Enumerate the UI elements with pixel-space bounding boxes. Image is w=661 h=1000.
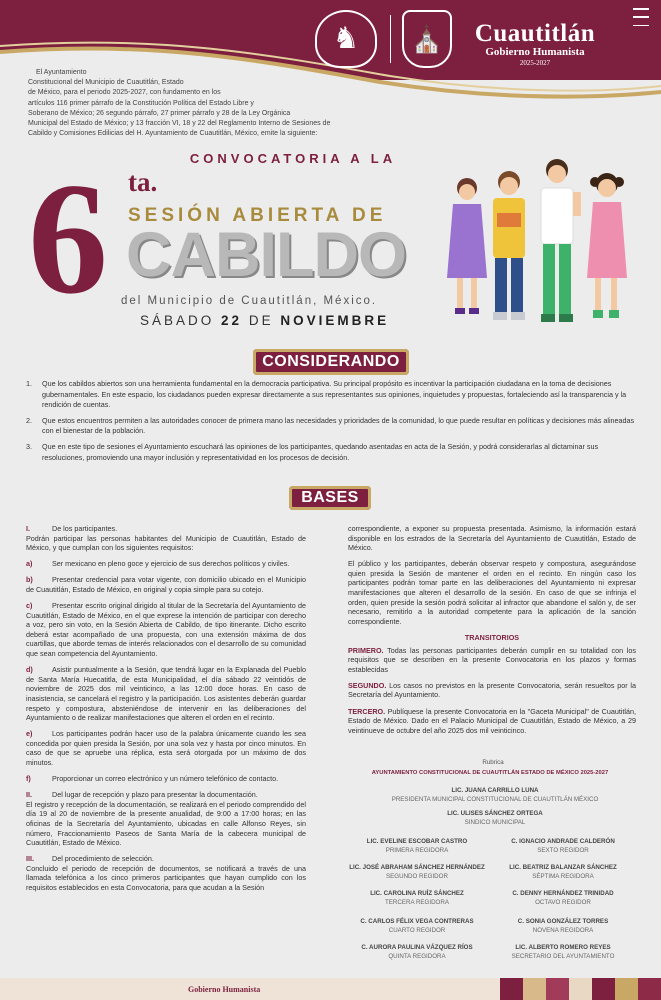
signatory-name: LIC. JUANA CARRILLO LUNA	[451, 787, 539, 794]
section-title: Del procedimiento de selección.	[52, 854, 154, 864]
item-text: Presentar escrito original dirigido al titular de la Secretaría del Ayuntamiento de Cuautitlán, Estado de México, en el que exprese la intención de participar con derecho a voz, pero sin voto, en la Sesión Abierta de Cabildo, de tipo itinerante. Dicho escrito deberá estar acompañado de una propuesta, con una extensión máxima de dos cuartillas, que aborde temas de interés relacionados con el desarrollo de su comunidad que sean competencia del Ayuntamiento.	[26, 601, 306, 659]
date-day: 22	[221, 313, 243, 328]
intro-line: Constitucional del Municipio de Cuautitlán, Estado	[28, 79, 184, 87]
signatory-name: LIC. CAROLINA RUÍZ SÁNCHEZ	[370, 890, 464, 897]
convocatoria-heading: CONVOCATORIA A LA	[189, 151, 397, 166]
section-iii-heading	[26, 854, 306, 864]
item-label: a)	[26, 559, 33, 569]
transitorio-label: SEGUNDO.	[348, 680, 387, 690]
intro-line: Cabildo y Comisiones Edilicias del H. Ayuntamiento de Cuautitlán, México, emite la siguiente:	[28, 130, 318, 138]
signatory-name: C. SONIA GONZÁLEZ TORRES	[517, 918, 609, 925]
transitorio-text: Todas las personas participantes deberán cumplir en su totalidad con los requisitos que se describen en la presente Convocatoria en los plazos y formas establecidas	[348, 645, 636, 674]
list-item	[26, 379, 636, 411]
signatory-name: LIC. ALBERTO ROMERO REYES	[515, 944, 611, 951]
footer-bar	[0, 978, 661, 1000]
intro-line: de México, para el periodo 2025-2027, con fundamento en los	[28, 89, 221, 97]
signature-block	[342, 890, 492, 907]
transitorio-text: Publíquese la presente Convocatoria en la "Gaceta Municipal" de Cuautitlán, Estado de México. Dado en el Palacio Municipal de Cuautitlán, Estado de México, a 29 veintinueve de octubre del año 2025 dos mil veinticinco.	[348, 706, 636, 735]
section-i-heading	[26, 524, 306, 534]
signatory-name: LIC. ULISES SÁNCHEZ ORTEGA	[447, 810, 543, 817]
list-item	[26, 416, 636, 437]
signature-block	[370, 787, 620, 804]
cabildo-title: CABILDO	[126, 220, 406, 290]
item-text: Que los cabildos abiertos son una herramienta fundamental en la democracia participativa. Su principal propósito es incentivar la participación ciudadana en la toma de decisiones gubernamentales. En este espacio, los ciudadanos pueden expresar directamente a sus representantes sus opiniones, inquietudes y propuestas, fortaleciendo así la transparencia y la rendición de cuentas.	[42, 379, 627, 410]
signatory-name: C. DENNY HERNÁNDEZ TRINIDAD	[512, 890, 614, 897]
signature-block	[488, 864, 638, 881]
signatory-role: TERCERA REGIDORA	[385, 898, 449, 906]
child-green	[541, 159, 581, 322]
signatory-role: CUARTO REGIDOR	[388, 926, 446, 934]
item-text: Que estos encuentros permiten a las autoridades conocer de primera mano las necesidades y prioridades de la comunidad, lo que puede resultar en políticas y decisiones más alineadas con el bienestar de la población.	[42, 415, 635, 436]
date-de: DE	[242, 313, 281, 328]
signature-block	[342, 944, 492, 961]
brand-subtitle: Gobierno Humanista	[485, 46, 585, 58]
signature-block	[488, 890, 638, 907]
child-purple	[447, 178, 487, 314]
section-ii-heading	[26, 790, 306, 800]
intro-line: Soberano de México; 26 segundo párrafo, 27 primer párrafo y 28 de la Ley Orgánica	[28, 109, 291, 117]
municipality-line: del Municipio de Cuautitlán, México.	[121, 295, 378, 307]
children-illustration	[447, 158, 642, 330]
signature-block	[488, 944, 638, 961]
signatory-role: PRIMERA REGIDORA	[385, 846, 449, 854]
item-label: d)	[26, 665, 33, 675]
logo-divider	[390, 15, 391, 63]
signatories-org: AYUNTAMIENTO CONSTITUCIONAL DE CUAUTITLÁN ESTADO DE MÉXICO 2025-2027	[371, 770, 609, 776]
signatory-role: OCTAVO REGIDOR	[535, 898, 591, 906]
signatory-role: SEXTO REGIDOR	[537, 846, 589, 854]
item-label: f)	[26, 774, 31, 784]
signature-block	[488, 918, 638, 935]
signatory-role: SINDICO MUNICIPAL	[464, 818, 526, 826]
intro-line: Municipal del Estado de México; y 13 fracción VI, 18 y 22 del Reglamento Interno de Sesiones de	[28, 120, 331, 128]
signatory-role: SECRETARIO DEL AYUNTAMIENTO	[511, 952, 615, 960]
section-label: II.	[26, 790, 32, 800]
section-iii-text: Concluido el periodo de recepción de documentos, se notificará a través de una llamada telefónica a los cinco primeros participantes que hayan cumplido con los requisitos establecidos en esta Convocatoria, para que acudan a la Sesión	[26, 863, 306, 892]
transitorio-text: Los casos no previstos en la presente Convocatoria, serán resueltos por la Secretaría del Ayuntamiento.	[348, 680, 636, 700]
signatory-role: PRESIDENTA MUNICIPAL CONSTITUCIONAL DE CUAUTITLÁN MÉXICO	[391, 795, 599, 803]
section-title: De los participantes.	[52, 524, 118, 533]
coat-of-arms-icon: ♞	[315, 10, 377, 68]
item-text: Proporcionar un correo electrónico y un número telefónico de contacto.	[52, 774, 279, 784]
item-number: 1.	[26, 379, 32, 388]
requirement-a	[26, 559, 306, 569]
item-label: e)	[26, 729, 33, 739]
session-type: SESIÓN ABIERTA DE	[128, 205, 387, 226]
section-label: I.	[26, 524, 30, 533]
signatory-name: C. IGNACIO ANDRADE CALDERÓN	[511, 838, 615, 845]
session-number-suffix: ta.	[128, 167, 158, 197]
requirement-b	[26, 575, 306, 594]
brand-block	[460, 20, 610, 67]
item-text: Que en este tipo de sesiones el Ayuntamiento escuchará las opiniones de los participantes, quedando asentadas en acta de la Sesión, y podrá considerarlas al dictaminar sus resoluciones, promoviendo una mayor inclusión y representatividad en los procesos de decisión.	[42, 441, 599, 462]
brand-name: Cuautitlán	[474, 20, 596, 47]
transitorios-heading: TRANSITORIOS	[464, 632, 520, 642]
transitorio-label: TERCERO.	[348, 706, 386, 716]
requirement-c	[26, 601, 306, 659]
signatory-role: SÉPTIMA REGIDORA	[532, 872, 594, 880]
event-date	[140, 313, 389, 328]
item-label: b)	[26, 575, 33, 585]
footer-label: Gobierno Humanista	[188, 985, 261, 994]
requirement-d	[26, 665, 306, 723]
transitorio-primero	[348, 646, 636, 675]
bases-left-column	[26, 524, 306, 893]
section-i-text: Podrán participar las personas habitantes del Municipio de Cuautitlán, Estado de México, y que cumplan con los siguientes requisitos:	[26, 533, 306, 553]
bases-right-column	[348, 524, 636, 742]
requirement-e	[26, 729, 306, 767]
section-ii-text: El registro y recepción de la documentación, se realizará en el periodo comprendido del día 19 al 20 de noviembre de la presente anualidad, de 9:00 a 17:00 horas; en las oficinas de la Secretaría del Ayuntamiento, ubicadas en calle Alfonso Reyes, sin número, Fraccionamiento Paseos de Santa María de la cabecera municipal de Cuautitlán, Estado de México.	[26, 799, 306, 848]
signature-block	[488, 838, 638, 855]
footer-pattern	[500, 978, 661, 1000]
brand-years: 2025-2027	[519, 59, 551, 67]
signature-block	[342, 918, 492, 935]
item-number: 3.	[26, 441, 32, 451]
conduct-paragraph: El público y los participantes, deberán observar respeto y compostura, asegurándose quien presida la Sesión de mantener el orden en el recinto. En ningún caso los participantes podrán tomar parte en las deliberaciones del Ayuntamiento ni expresar manifestaciones que alteren el desarrollo de la sesión. En caso de que se infrinja el orden, quien preside la sesión podrá solicitar al infractor que abandone el salón y, de ser necesario, remitirlo a la autoridad competente para la aplicación de la sanción correspondiente.	[348, 559, 636, 626]
considerando-list	[26, 379, 636, 468]
transitorio-label: PRIMERO.	[348, 645, 384, 655]
transitorio-segundo	[348, 681, 636, 700]
child-pink	[587, 173, 627, 318]
signatory-name: C. CARLOS FÉLIX VEGA CONTRERAS	[360, 918, 474, 925]
considerando-heading: CONSIDERANDO	[253, 349, 409, 375]
signature-block	[342, 838, 492, 855]
section-label: III.	[26, 854, 34, 864]
signatory-role: SEGUNDO REGIDOR	[386, 872, 448, 880]
intro-paragraph	[28, 68, 358, 139]
item-text: Presentar credencial para votar vigente, con domicilio ubicado en el Municipio de Cuautitlán, Estado de México, en original y copia simple para su cotejo.	[26, 575, 306, 594]
signatory-name: LIC. BEATRIZ BALANZAR SÁNCHEZ	[509, 864, 617, 871]
signatory-name: C. AURORA PAULINA VÁZQUEZ RÍOS	[361, 944, 473, 951]
list-item	[26, 442, 636, 463]
item-text: Los participantes podrán hacer uso de la palabra únicamente cuando les sea concedida por quien presida la Sesión, por una sola vez y hasta por cinco minutos. En caso de que se apruebe una réplica, esta será otorgada por un máximo de dos minutos.	[26, 729, 306, 767]
child-yellow	[493, 171, 525, 320]
item-number: 2.	[26, 415, 32, 425]
item-text: Ser mexicano en pleno goce y ejercicio de sus derechos políticos y civiles.	[52, 559, 290, 569]
requirement-f	[26, 774, 306, 784]
intro-line: El Ayuntamiento	[36, 69, 87, 76]
signatory-role: QUINTA REGIDORA	[388, 952, 446, 960]
signature-block	[342, 864, 492, 881]
section-title: Del lugar de recepción y plazo para presentar la documentación.	[52, 790, 258, 800]
item-label: c)	[26, 601, 33, 611]
transitorio-tercero	[348, 707, 636, 736]
bases-heading: BASES	[289, 486, 371, 510]
municipal-emblem-icon: ⛪	[402, 10, 452, 68]
intro-line: artículos 116 primer párrafo de la Constitución Política del Estado Libre y	[28, 99, 254, 107]
signatory-name: LIC. EVELINE ESCOBAR CASTRO	[366, 838, 468, 845]
menu-icon	[633, 8, 649, 26]
section-iii-continued: correspondiente, a exponer su propuesta presentada. Asimismo, la información estará disponible en los estrados de la Secretaría del Ayuntamiento de Cuautitlán, Estado de México.	[348, 524, 636, 553]
signature-block	[400, 810, 590, 827]
signatory-role: NOVENA REGIDORA	[532, 926, 594, 934]
date-weekday: SÁBADO	[140, 313, 222, 328]
item-text: Asistir puntualmente a la Sesión, que tendrá lugar en la Explanada del Pueblo de Santa María Huecatitla, de esta Municipalidad, el día sábado 22 veintidós de noviembre de 2025 dos mil veinticinco, a las 12:00 doce horas. En caso de inasistencia, se cancelará el registro y la participación. Los asistentes deberán guardar respeto y compostura, absteniéndose de intervenir en las deliberaciones del Ayuntamiento o de realizar manifestaciones que alteren el orden en el recinto.	[26, 665, 306, 723]
signatory-name: LIC. JOSÉ ABRAHAM SÁNCHEZ HERNÁNDEZ	[349, 864, 485, 871]
date-month: NOVIEMBRE	[280, 313, 390, 328]
session-number: 6	[28, 149, 108, 327]
rubrica-label: Rubrica	[482, 759, 504, 766]
